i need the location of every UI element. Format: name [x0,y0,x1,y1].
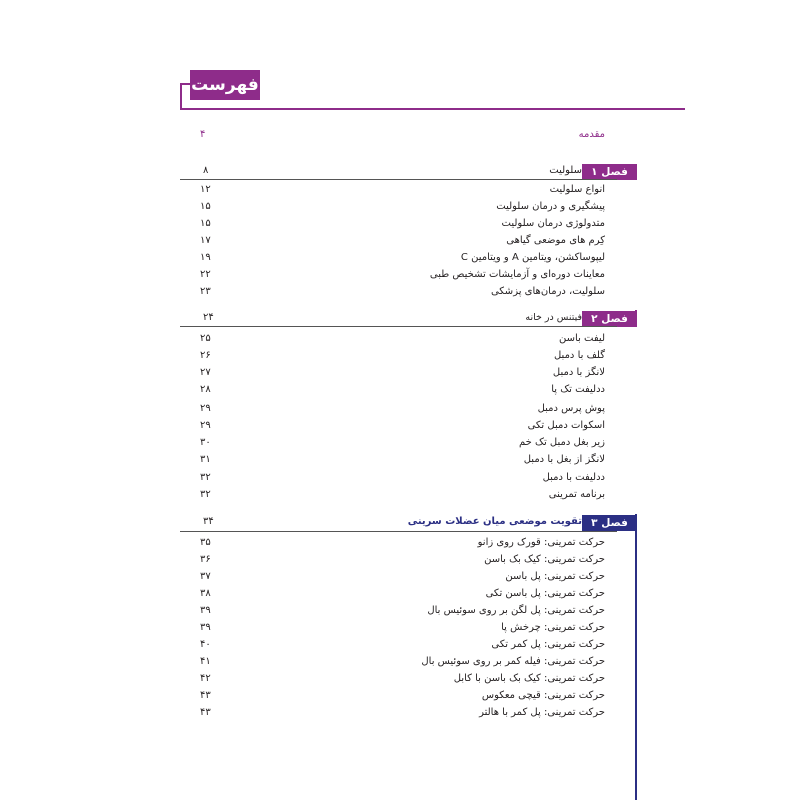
toc-label: سلولیت، درمان‌های پزشکی [490,286,605,297]
toc-page-number: ۴۳ [200,690,211,701]
intro-page-number: ۴ [200,129,206,140]
toc-page-number: ۲۶ [200,350,211,361]
toc-label: لانگز با دمبل [552,367,605,378]
toc-page-number: ۳۲ [200,489,211,500]
toc-label: پیشگیری و درمان سلولیت [496,201,605,212]
toc-row[interactable] [200,568,605,585]
toc-row[interactable] [200,400,605,417]
toc-page-number: ۳۵ [200,537,211,548]
chapter-3-tab: فصل ۳ [582,515,637,531]
toc-row[interactable] [200,619,605,636]
toc-page-number: ۳۶ [200,554,211,565]
toc-page-number: ۱۹ [200,252,211,263]
toc-label: حرکت تمرینی: پل باسن تکی [485,588,605,599]
toc-row[interactable] [200,602,605,619]
chapter-1-tab: فصل ۱ [582,164,637,180]
toc-label: برنامه تمرینی [548,489,605,500]
toc-label: لیپوساکشن، ویتامین A و ویتامین C [460,252,605,263]
toc-page-number: ۳۹ [200,622,211,633]
toc-label: حرکت تمرینی: قورک روی زانو [477,537,605,548]
toc-page-number: ۴۳ [200,707,211,718]
toc-label: حرکت تمرینی: پل کمر با هالتر [479,707,605,718]
toc-page-number: ۲۵ [200,333,211,344]
toc-page-number: ۳۸ [200,588,211,599]
toc-label: معاینات دوره‌ای و آزمایشات تشخیص طبی [429,269,605,280]
intro-row[interactable] [200,126,605,143]
toc-label: حرکت تمرینی: کیک بک باسن [484,554,605,565]
chapter-1-page-number: ۸ [203,165,209,176]
chapter-1-title[interactable]: سلولیت [549,165,582,176]
toc-page-number: ۱۷ [200,235,211,246]
toc-page-number: ۲۹ [200,420,211,431]
chapter-2-page-number: ۲۴ [203,312,214,323]
toc-label: متدولوژی درمان سلولیت [501,218,605,229]
toc-row[interactable] [200,417,605,434]
toc-label: ددلیفت با دمبل [542,472,605,483]
toc-label: حرکت تمرینی: پل لگن بر روی سوئیس بال [427,605,605,616]
chapter-2-tab: فصل ۲ [582,311,637,327]
toc-label: حرکت تمرینی: قیچی معکوس [481,690,605,701]
toc-row[interactable] [200,585,605,602]
toc-label: زیر بغل دمبل تک خم [519,437,605,448]
toc-row[interactable] [200,653,605,670]
title-underline [180,108,685,110]
toc-row[interactable] [200,381,605,398]
toc-label: پوش پرس دمبل [537,403,605,414]
chapter-3-rail [635,514,637,800]
toc-row[interactable] [200,181,605,198]
toc-label: انواع سلولیت [549,184,605,195]
chapter-2-divider [180,326,617,327]
chapter-1-divider [180,179,617,180]
toc-label: کِرم های موضعی گیاهی [506,235,605,246]
toc-row[interactable] [200,198,605,215]
toc-page-number: ۳۹ [200,605,211,616]
toc-page-number: ۳۱ [200,454,211,465]
toc-page-number: ۲۹ [200,403,211,414]
toc-page-number: ۲۷ [200,367,211,378]
intro-label: مقدمه [578,129,605,140]
toc-row[interactable] [200,704,605,721]
toc-label: اسکوات دمبل تکی [527,420,605,431]
toc-label: حرکت تمرینی: پل کمر تکی [491,639,605,650]
toc-label: حرکت تمرینی: پل باسن [505,571,605,582]
toc-row[interactable] [200,347,605,364]
toc-row[interactable] [200,434,605,451]
chapter-3-title[interactable]: تقویت موضعی میان عضلات سرینی [407,516,582,527]
chapter-3-page-number: ۳۴ [203,516,214,527]
toc-row[interactable] [200,330,605,347]
toc-row[interactable] [200,534,605,551]
toc-page-number: ۲۲ [200,269,211,280]
toc-label: لیفت باسن [559,333,605,344]
toc-page-number: ۲۳ [200,286,211,297]
toc-page-number: ۱۵ [200,218,211,229]
toc-row[interactable] [200,551,605,568]
toc-label: گلف با دمبل [553,350,605,361]
toc-page-number: ۲۸ [200,384,211,395]
toc-row[interactable] [200,469,605,486]
toc-row[interactable] [200,451,605,468]
toc-page-number: ۴۰ [200,639,211,650]
toc-label: ددلیفت تک پا [551,384,605,395]
toc-row[interactable] [200,215,605,232]
toc-row[interactable] [200,266,605,283]
toc-row[interactable] [200,232,605,249]
toc-page-number: ۳۰ [200,437,211,448]
toc-row[interactable] [200,687,605,704]
toc-label: حرکت تمرینی: فیله کمر بر روی سوئیس بال [421,656,605,667]
chapter-3-divider [180,531,617,532]
toc-label: لانگز از بغل با دمبل [523,454,605,465]
page-title: فهرست [190,70,260,100]
toc-row[interactable] [200,249,605,266]
toc-label: حرکت تمرینی: کیک بک باسن با کابل [453,673,605,684]
chapter-2-title[interactable]: فیتنس در خانه [525,312,582,323]
toc-page-number: ۳۲ [200,472,211,483]
toc-page-number: ۴۱ [200,656,211,667]
title-frame-line [180,83,182,110]
toc-page-number: ۱۵ [200,201,211,212]
toc-page-number: ۴۲ [200,673,211,684]
toc-page-number: ۱۲ [200,184,211,195]
toc-label: حرکت تمرینی: چرخش پا [501,622,605,633]
toc-row[interactable] [200,486,605,503]
toc-row[interactable] [200,283,605,300]
toc-row[interactable] [200,670,605,687]
toc-row[interactable] [200,364,605,381]
toc-row[interactable] [200,636,605,653]
toc-page-number: ۳۷ [200,571,211,582]
